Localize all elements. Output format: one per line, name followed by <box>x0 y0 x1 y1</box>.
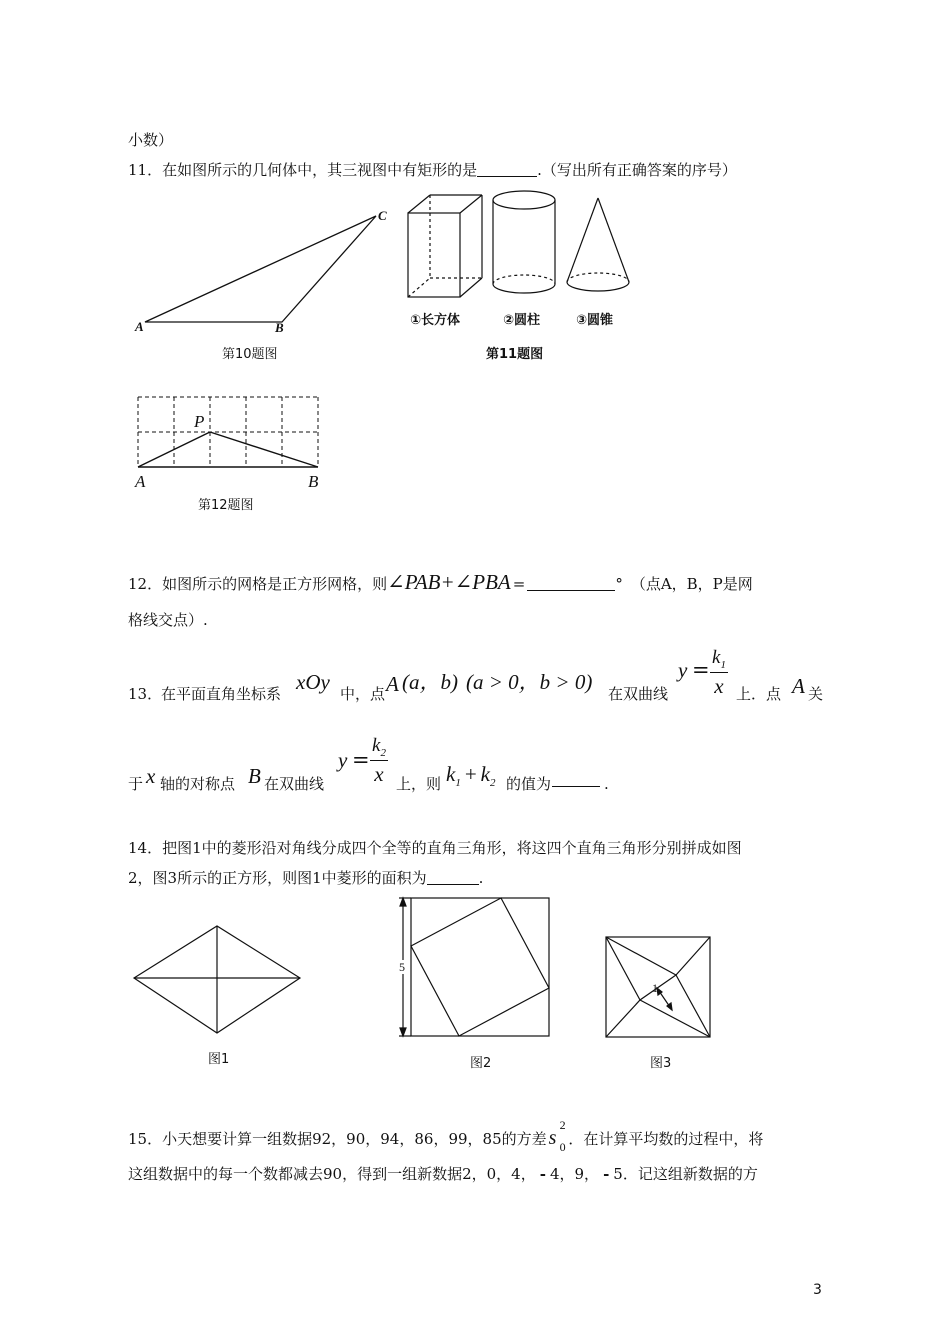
q13-eq1: = <box>692 658 710 682</box>
q15-s: s <box>548 1127 557 1149</box>
q13-text5: 关 <box>808 685 824 703</box>
fig10-label-a: A <box>135 319 144 334</box>
q12-tail: （点A，B，P是网 <box>630 575 753 593</box>
q13-x2: x <box>374 761 384 786</box>
fig12-label-b: B <box>308 472 319 491</box>
solid-1-label: ①长方体 <box>410 313 461 328</box>
q12-number: 12． <box>128 575 163 593</box>
q13-answer-blank <box>552 776 600 787</box>
question-14 <box>128 838 742 858</box>
q11-text: 在如图所示的几何体中，其三视图中有矩形的是 <box>162 161 478 179</box>
q13-sum-sub1: 1 <box>455 777 461 790</box>
q13-x1: x <box>714 673 724 698</box>
q13-sum <box>446 764 496 793</box>
q14-end: . <box>478 869 484 887</box>
question-15-line1 <box>128 1118 764 1158</box>
q15-v1: 4，9， <box>549 1165 600 1183</box>
page-number: 3 <box>813 1282 822 1298</box>
fig14-rhombus <box>130 920 310 1040</box>
fig14-caption-1: 图1 <box>208 1052 230 1067</box>
q13-number: 13． <box>128 685 163 703</box>
q15-neg1: - <box>539 1165 546 1183</box>
q13-text3: 在双曲线 <box>608 685 669 703</box>
q14-number: 14． <box>128 839 163 857</box>
cylinder-shape <box>493 191 555 293</box>
fig14-caption-2: 图2 <box>470 1056 492 1071</box>
q15-variance-symbol <box>548 1118 566 1154</box>
q15-sup: 2 <box>559 1118 566 1132</box>
question-11 <box>128 160 737 180</box>
q13-sum-k1: k <box>446 762 456 786</box>
fig10-label-b: B <box>275 320 284 335</box>
question-15-line2 <box>128 1164 758 1184</box>
fig14-square-2 <box>390 892 560 1042</box>
q11-tail: .（写出所有正确答案的序号） <box>537 161 737 179</box>
fig2-side-label: 5 <box>399 960 405 974</box>
cone-shape <box>567 198 629 291</box>
fig11-caption: 第11题图 <box>486 347 544 362</box>
q12-line2: 格线交点）. <box>128 611 208 629</box>
q13-plus: + <box>464 762 477 786</box>
q12-answer-blank <box>527 580 615 591</box>
q11-answer-blank <box>477 166 537 177</box>
q15-line2: 这组数据中的每一个数都减去90，得到一组新数据2，0，4， <box>128 1165 536 1183</box>
q13-text2: 中，点 <box>340 685 386 703</box>
q14-line2-wrap <box>128 868 483 888</box>
q13-fraction1 <box>710 648 728 697</box>
solid-2-label: ②圆柱 <box>503 313 541 328</box>
q13-text8: 在双曲线 <box>264 775 325 793</box>
q12-expression: ∠PAB+∠PBA <box>387 570 511 594</box>
q15-v2: 5．记这组新数据的方 <box>613 1165 758 1183</box>
q13-text4: 上．点 <box>736 685 782 703</box>
q13-xoy: xOy <box>296 670 330 694</box>
q13-end: . <box>604 775 609 793</box>
fig10-label-c: C <box>378 208 387 223</box>
fig12-label-p: P <box>194 412 205 431</box>
q13-sum-sub2: 2 <box>490 777 496 790</box>
fig3-side-label: 1 <box>652 981 658 995</box>
fig14-caption-3: 图3 <box>650 1056 672 1071</box>
q11-number: 11． <box>128 161 163 179</box>
fig10-caption: 第10题图 <box>222 347 278 362</box>
q13-text6: 于 <box>128 775 144 793</box>
continuation-text: 小数） <box>128 131 174 149</box>
q13-k2-sub: 2 <box>380 746 386 759</box>
q13-point-a2: A <box>792 674 805 698</box>
q13-y1: y <box>678 658 688 682</box>
q13-eq2: = <box>352 748 370 772</box>
q14-answer-blank <box>427 874 479 885</box>
q13-coord: (a，b) <box>402 670 458 694</box>
question-12 <box>128 572 753 594</box>
fig11-solids <box>400 190 640 310</box>
q13-y2: y <box>338 748 348 772</box>
q13-condition: (a > 0，b > 0) <box>466 670 593 694</box>
q13-point-a: A <box>386 672 399 696</box>
fig12-caption: 第12题图 <box>198 498 254 513</box>
q13-k1: k <box>712 647 721 668</box>
q15-line1b: ．在计算平均数的过程中，将 <box>568 1130 764 1148</box>
q12-text: 如图所示的网格是正方形网格，则 <box>162 575 388 593</box>
q13-xaxis: x <box>146 764 156 788</box>
q15-line1: 小天想要计算一组数据92，90，94，86，99，85的方差 <box>162 1130 547 1148</box>
q13-point-b: B <box>248 764 261 788</box>
q13-sum-k2: k <box>480 762 490 786</box>
q13-k2: k <box>372 735 381 756</box>
fig12-label-a: A <box>135 472 146 491</box>
q12-degree: ° <box>615 575 623 593</box>
fig10-triangle <box>130 200 400 340</box>
q13-text1: 在平面直角坐标系 <box>161 685 282 703</box>
q15-sub: 0 <box>559 1140 566 1154</box>
q15-neg2: - <box>603 1165 610 1183</box>
q13-text9: 上，则 <box>396 775 442 793</box>
cuboid-shape <box>408 195 482 297</box>
q12-equals: = <box>512 575 526 593</box>
q15-number: 15． <box>128 1130 163 1148</box>
q13-k1-sub: 1 <box>720 658 726 671</box>
q14-line2: 2，图3所示的正方形，则图1中菱形的面积为 <box>128 869 427 887</box>
q14-line1: 把图1中的菱形沿对角线分成四个全等的直角三角形，将这四个直角三角形分别拼成如图 <box>162 839 742 857</box>
q13-text10: 的值为 <box>506 775 552 793</box>
solid-3-label: ③圆锥 <box>576 313 614 328</box>
q13-text7: 轴的对称点 <box>160 775 236 793</box>
fig12-grid <box>130 390 330 470</box>
q13-fraction2 <box>370 736 388 785</box>
